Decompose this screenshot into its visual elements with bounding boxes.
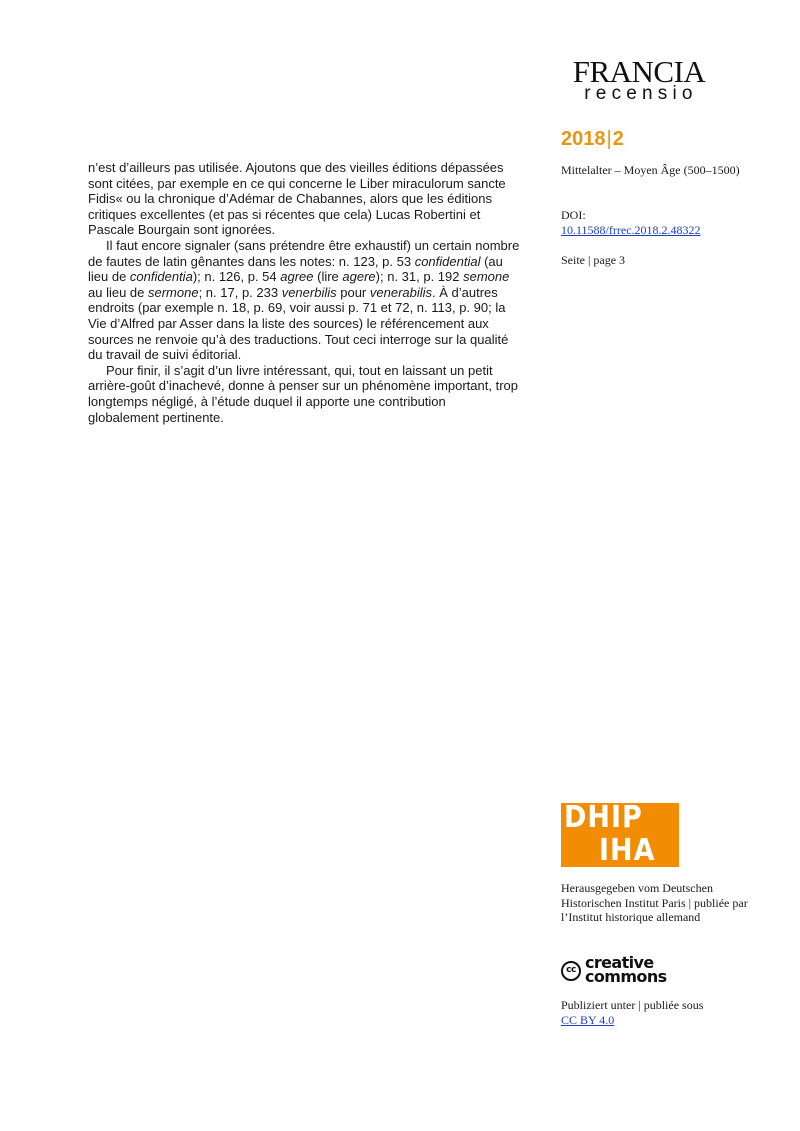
p2-text-3: ); n. 126, p. 54 xyxy=(192,269,281,285)
p2-text-4: (lire xyxy=(313,269,343,285)
dhip-logo-line1: DHIP xyxy=(564,800,643,835)
p2-text-2: (au lieu de xyxy=(88,253,503,285)
p2-italic-7: venerbilis xyxy=(281,284,337,300)
cc-icon: cc xyxy=(561,961,581,981)
issue-no: 2 xyxy=(612,128,624,150)
paragraph-2 xyxy=(88,238,520,363)
publisher-text: Herausgegeben vom Deutschen Historischen Institut Paris | publiée par l’Institut historique allemand xyxy=(561,881,748,925)
creative-commons-logo xyxy=(561,953,681,987)
license-label: Publiziert unter | publiée sous xyxy=(561,998,704,1012)
p2-text-5: ); n. 31, p. 192 xyxy=(375,269,464,285)
p2-italic-5: semone xyxy=(463,269,510,285)
issue-year: 2018 xyxy=(561,128,606,150)
cc-word-commons: commons xyxy=(585,967,667,986)
p2-text-8: pour xyxy=(336,284,370,300)
p2-text-6: au lieu de xyxy=(88,284,148,300)
p2-text-7: ; n. 17, p. 233 xyxy=(198,284,282,300)
dhip-logo-line2: IHA xyxy=(599,833,656,868)
p2-italic-8: venerabilis xyxy=(369,284,433,300)
doi-link[interactable]: 10.11588/frrec.2018.2.48322 xyxy=(561,223,701,237)
logo-francia-text: FRANCIA xyxy=(572,54,706,89)
page-label: Seite | page 3 xyxy=(561,253,626,267)
doi-label: DOI: xyxy=(561,208,586,222)
francia-recensio-logo xyxy=(561,54,717,104)
p2-italic-2: confidentia xyxy=(129,269,193,285)
dhip-iha-logo xyxy=(561,800,679,868)
article-body xyxy=(88,160,520,425)
logo-recensio-text: recensio xyxy=(584,83,698,104)
cc-word-creative: creative xyxy=(585,953,654,972)
issue-separator: | xyxy=(606,128,612,150)
period-label: Mittelalter – Moyen Âge (500–1500) xyxy=(561,163,740,177)
cc-wordmark xyxy=(585,953,667,986)
paragraph-3: Pour finir, il s’agit d’un livre intéressant, qui, tout en laissant un petit arrière-goût d’inachevé, donne à penser sur un phénomène important, trop longtemps négligé, à l’étude duquel il apporte une contribution globalement pertinente. xyxy=(88,362,518,425)
p2-italic-3: agree xyxy=(280,269,314,285)
license-link[interactable]: CC BY 4.0 xyxy=(561,1013,615,1027)
issue-number xyxy=(561,128,624,151)
paragraph-1: n’est d’ailleurs pas utilisée. Ajoutons que des vieilles éditions dépassées sont citées, par exemple en ce qui concerne le Liber miraculorum sancte Fidis« ou la chronique d’Adémar de Chabannes, alors que les éditions critiques excellentes (et pas si récentes que cela) Lucas Robertini et Pascale Bourgain sont ignorées. xyxy=(88,160,506,238)
p2-italic-6: sermone xyxy=(148,284,199,300)
p2-italic-4: agere xyxy=(342,269,376,285)
p2-text-9: . À d’autres endroits (par exemple n. 18, p. 69, voir aussi p. 71 et 72, n. 113, p. 90; la Vie d’Alfred par Asser dans la liste des sources) le référencement aux sources ne renvoie qu’à des traductions. Tout ceci interroge sur la qualité du travail de suivi éditorial. xyxy=(88,284,509,363)
p2-text-1: Il faut encore signaler (sans prétendre être exhaustif) un certain nombre de fautes de latin gênantes dans les notes: n. 123, p. 53 xyxy=(88,237,520,269)
p2-italic-1: confidential xyxy=(414,253,481,269)
